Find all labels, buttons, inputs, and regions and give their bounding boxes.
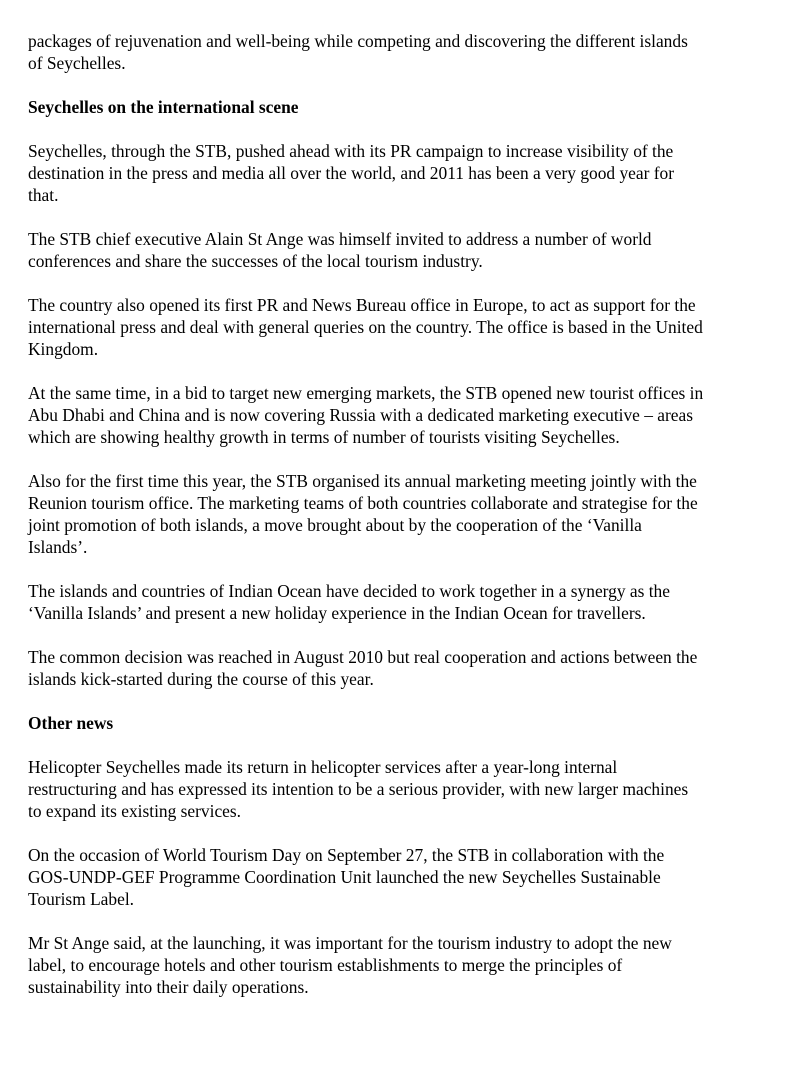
paragraph-pr-campaign: Seychelles, through the STB, pushed ahead with its PR campaign to increase visibility of the destination in the press and media all over the world, and 2011 has been a very good year for that. <box>28 141 674 205</box>
section-heading-international-scene: Seychelles on the international scene <box>28 97 299 117</box>
paragraph-news-bureau: The country also opened its first PR and News Bureau office in Europe, to act as support for the international press and deal with general queries on the country. The office is based in the United Kingdom. <box>28 295 703 359</box>
paragraph-helicopter: Helicopter Seychelles made its return in helicopter services after a year-long internal restructuring and has expressed its intention to be a serious provider, with new larger machines to expand its existing services. <box>28 757 689 821</box>
document-page <box>28 30 780 1020</box>
paragraph-continuation: packages of rejuvenation and well-being while competing and discovering the different islands of Seychelles. <box>28 31 688 73</box>
paragraph-common-decision: The common decision was reached in August 2010 but real cooperation and actions between the islands kick-started during the course of this year. <box>28 647 698 689</box>
section-heading-other-news: Other news <box>28 713 114 733</box>
paragraph-emerging-markets: At the same time, in a bid to target new emerging markets, the STB opened new tourist offices in Abu Dhabi and China and is now covering Russia with a dedicated marketing executive – areas which are showing healthy growth in terms of number of tourists visiting Seychelles. <box>28 383 704 447</box>
paragraph-sustainability-label: Mr St Ange said, at the launching, it was important for the tourism industry to adopt the new label, to encourage hotels and other tourism establishments to merge the principles of sustainability into their daily operations. <box>28 933 672 997</box>
paragraph-world-tourism-day: On the occasion of World Tourism Day on September 27, the STB in collaboration with the GOS-UNDP-GEF Programme Coordination Unit launched the new Seychelles Sustainable Tourism Label. <box>28 845 665 909</box>
paragraph-chief-executive: The STB chief executive Alain St Ange was himself invited to address a number of world conferences and share the successes of the local tourism industry. <box>28 229 652 271</box>
paragraph-vanilla-islands: The islands and countries of Indian Ocean have decided to work together in a synergy as the ‘Vanilla Islands’ and present a new holiday experience in the Indian Ocean for travellers. <box>28 581 670 623</box>
paragraph-marketing-meeting: Also for the first time this year, the STB organised its annual marketing meeting jointly with the Reunion tourism office. The marketing teams of both countries collaborate and strategise for the joint promotion of both islands, a move brought about by the cooperation of the ‘Vanilla Islands’. <box>28 471 698 557</box>
